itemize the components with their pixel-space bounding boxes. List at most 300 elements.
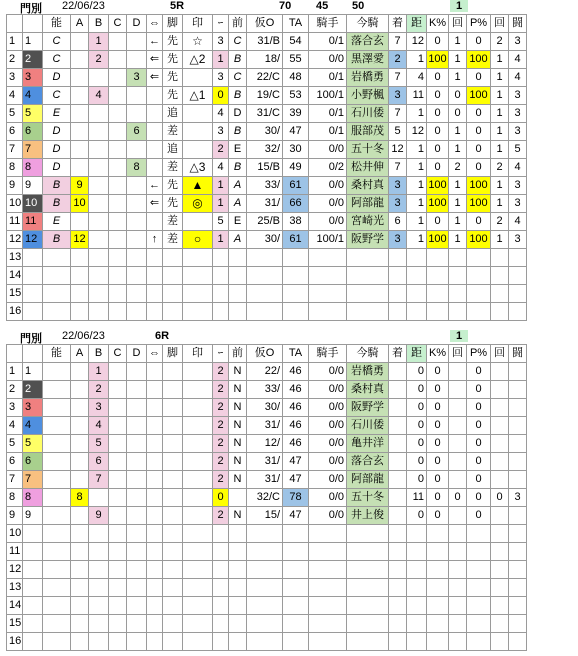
distance: 12 <box>407 33 427 51</box>
p-count <box>491 579 509 597</box>
header-temp-o: 仮O <box>247 345 283 363</box>
finish: 7 <box>389 69 407 87</box>
fight <box>509 543 527 561</box>
row-index: 5 <box>7 105 23 123</box>
p-count <box>491 249 509 267</box>
distance: 1 <box>407 177 427 195</box>
position: A <box>229 195 247 213</box>
col-d <box>127 51 147 69</box>
mark <box>183 285 213 303</box>
finish <box>389 381 407 399</box>
jockey-name: 阿部龍 <box>347 195 389 213</box>
row-index: 10 <box>7 195 23 213</box>
mark <box>183 123 213 141</box>
distance <box>407 525 427 543</box>
col-c <box>109 159 127 177</box>
temp-o <box>247 615 283 633</box>
col-d <box>127 489 147 507</box>
ability-grade: D <box>43 141 71 159</box>
running-style: 追 <box>163 141 183 159</box>
k-percent: 0 <box>427 105 449 123</box>
jockey-record <box>309 561 347 579</box>
ta-value: 46 <box>283 417 309 435</box>
horse-number: 5 <box>23 105 43 123</box>
distance <box>407 543 427 561</box>
rank <box>213 561 229 579</box>
horse-number: 9 <box>23 177 43 195</box>
ta-value: 46 <box>283 435 309 453</box>
direction <box>147 141 163 159</box>
k-count: 1 <box>449 141 467 159</box>
p-count: 1 <box>491 177 509 195</box>
ta-value <box>283 249 309 267</box>
ability-grade: B <box>43 195 71 213</box>
header-col-c: C <box>109 345 127 363</box>
k-percent <box>427 525 449 543</box>
row-index: 13 <box>7 579 23 597</box>
col-b <box>89 159 109 177</box>
header-position: 前 <box>229 345 247 363</box>
fight: 5 <box>509 141 527 159</box>
mark <box>183 633 213 651</box>
rank: 4 <box>213 105 229 123</box>
jockey-name <box>347 525 389 543</box>
k-count <box>449 633 467 651</box>
k-count: 1 <box>449 177 467 195</box>
p-percent: 0 <box>467 69 491 87</box>
col-b <box>89 231 109 249</box>
temp-o: 32/C <box>247 489 283 507</box>
ability-grade <box>43 435 71 453</box>
temp-o <box>247 561 283 579</box>
p-count <box>491 525 509 543</box>
k-percent: 0 <box>427 363 449 381</box>
jockey-record: 0/0 <box>309 399 347 417</box>
mark: △3 <box>183 159 213 177</box>
col-b <box>89 249 109 267</box>
ta-value: 48 <box>283 69 309 87</box>
table-row <box>7 267 527 285</box>
position: B <box>229 87 247 105</box>
mark <box>183 561 213 579</box>
position <box>229 633 247 651</box>
horse-number <box>23 579 43 597</box>
position: A <box>229 231 247 249</box>
header-p-percent: P% <box>467 345 491 363</box>
direction <box>147 633 163 651</box>
running-style: 差 <box>163 159 183 177</box>
col-a <box>71 33 89 51</box>
race-number: 6R <box>155 330 170 342</box>
rank: 2 <box>213 363 229 381</box>
direction <box>147 525 163 543</box>
race-number: 5R <box>170 0 185 12</box>
ability-grade <box>43 381 71 399</box>
position: N <box>229 417 247 435</box>
p-count <box>491 633 509 651</box>
p-count: 0 <box>491 489 509 507</box>
k-percent: 0 <box>427 381 449 399</box>
distance: 1 <box>407 195 427 213</box>
col-b <box>89 69 109 87</box>
rank <box>213 597 229 615</box>
col-a <box>71 633 89 651</box>
k-count: 2 <box>449 159 467 177</box>
ta-value: 47 <box>283 453 309 471</box>
k-count <box>449 381 467 399</box>
direction <box>147 87 163 105</box>
table-row <box>7 363 527 381</box>
table-row <box>7 579 527 597</box>
k-percent <box>427 267 449 285</box>
header-col-d: D <box>127 345 147 363</box>
temp-o <box>247 525 283 543</box>
header-mark: 印 <box>183 345 213 363</box>
jockey-record: 0/0 <box>309 417 347 435</box>
table-row <box>7 561 527 579</box>
fight <box>509 267 527 285</box>
p-count <box>491 285 509 303</box>
col-d <box>127 195 147 213</box>
col-b: 1 <box>89 363 109 381</box>
mark: ☆ <box>183 33 213 51</box>
col-c <box>109 633 127 651</box>
p-percent: 0 <box>467 105 491 123</box>
header-k-percent: K% <box>427 15 449 33</box>
p-percent: 0 <box>467 471 491 489</box>
header-ta-value: TA <box>283 15 309 33</box>
running-style: 差 <box>163 123 183 141</box>
rank <box>213 249 229 267</box>
k-count <box>449 363 467 381</box>
rank: 2 <box>213 471 229 489</box>
jockey-record <box>309 615 347 633</box>
ta-value <box>283 615 309 633</box>
col-c <box>109 597 127 615</box>
col-d <box>127 213 147 231</box>
col-a <box>71 105 89 123</box>
finish <box>389 417 407 435</box>
position: N <box>229 453 247 471</box>
k-count: 1 <box>449 33 467 51</box>
running-style: 先 <box>163 195 183 213</box>
ta-value <box>283 579 309 597</box>
header-temp-o: 仮O <box>247 15 283 33</box>
jockey-name: 岩橋勇 <box>347 363 389 381</box>
ta-value <box>283 285 309 303</box>
col-d <box>127 141 147 159</box>
direction <box>147 159 163 177</box>
fight: 3 <box>509 105 527 123</box>
finish <box>389 363 407 381</box>
horse-number: 10 <box>23 195 43 213</box>
running-style <box>163 597 183 615</box>
rank <box>213 615 229 633</box>
rank: 3 <box>213 123 229 141</box>
fight <box>509 525 527 543</box>
distance <box>407 303 427 321</box>
mark <box>183 141 213 159</box>
jockey-record: 0/0 <box>309 177 347 195</box>
col-b <box>89 525 109 543</box>
p-percent: 0 <box>467 435 491 453</box>
direction: ⇐ <box>147 69 163 87</box>
p-count: 1 <box>491 87 509 105</box>
jockey-name: 松井伸 <box>347 159 389 177</box>
position: D <box>229 105 247 123</box>
p-percent <box>467 249 491 267</box>
mark <box>183 489 213 507</box>
ability-grade <box>43 363 71 381</box>
table-row <box>7 33 527 51</box>
col-d <box>127 381 147 399</box>
table-row <box>7 123 527 141</box>
col-b <box>89 105 109 123</box>
race-date: 22/06/23 <box>62 0 105 12</box>
finish: 7 <box>389 33 407 51</box>
table-row <box>7 177 527 195</box>
fight <box>509 399 527 417</box>
header-k-count: 回 <box>449 345 467 363</box>
k-count <box>449 507 467 525</box>
temp-o: 22/C <box>247 69 283 87</box>
distance: 0 <box>407 435 427 453</box>
direction <box>147 381 163 399</box>
mark <box>183 543 213 561</box>
rank <box>213 543 229 561</box>
col-c <box>109 213 127 231</box>
jockey-record <box>309 525 347 543</box>
direction <box>147 453 163 471</box>
p-count <box>491 303 509 321</box>
running-style: 先 <box>163 177 183 195</box>
k-percent: 0 <box>427 69 449 87</box>
ta-value: 66 <box>283 195 309 213</box>
horse-number: 7 <box>23 471 43 489</box>
running-style: 先 <box>163 69 183 87</box>
mark <box>183 303 213 321</box>
header-p-percent: P% <box>467 15 491 33</box>
finish: 3 <box>389 231 407 249</box>
temp-o: 19/C <box>247 87 283 105</box>
running-style <box>163 285 183 303</box>
k-percent: 0 <box>427 399 449 417</box>
k-count <box>449 579 467 597</box>
header-col-d: D <box>127 15 147 33</box>
row-index: 6 <box>7 123 23 141</box>
fight: 3 <box>509 231 527 249</box>
k-percent <box>427 633 449 651</box>
table-row <box>7 381 527 399</box>
temp-o <box>247 597 283 615</box>
direction <box>147 615 163 633</box>
k-percent: 100 <box>427 195 449 213</box>
k-percent: 0 <box>427 87 449 105</box>
col-b: 3 <box>89 399 109 417</box>
finish <box>389 615 407 633</box>
ability-grade: B <box>43 231 71 249</box>
col-a <box>71 615 89 633</box>
header-distance: 距 <box>407 15 427 33</box>
top-value-b: 45 <box>316 0 329 12</box>
distance: 0 <box>407 381 427 399</box>
jockey-name: 亀井洋 <box>347 435 389 453</box>
row-index: 9 <box>7 507 23 525</box>
finish: 5 <box>389 123 407 141</box>
col-a <box>71 285 89 303</box>
k-percent: 0 <box>427 213 449 231</box>
race-header <box>0 330 578 344</box>
distance <box>407 615 427 633</box>
p-percent: 100 <box>467 231 491 249</box>
p-count: 2 <box>491 159 509 177</box>
top-value-a: 70 <box>279 0 292 12</box>
p-percent: 0 <box>467 159 491 177</box>
row-index: 6 <box>7 453 23 471</box>
col-a: 12 <box>71 231 89 249</box>
p-count: 1 <box>491 141 509 159</box>
ta-value: 55 <box>283 51 309 69</box>
k-percent: 100 <box>427 177 449 195</box>
position <box>229 615 247 633</box>
jockey-name: 五十冬 <box>347 141 389 159</box>
direction: ⇐ <box>147 51 163 69</box>
jockey-record: 0/0 <box>309 213 347 231</box>
running-style <box>163 435 183 453</box>
k-count <box>449 435 467 453</box>
ta-value: 38 <box>283 213 309 231</box>
jockey-name <box>347 597 389 615</box>
distance <box>407 633 427 651</box>
col-c <box>109 417 127 435</box>
col-d <box>127 435 147 453</box>
rank: 3 <box>213 33 229 51</box>
finish <box>389 303 407 321</box>
k-count <box>449 303 467 321</box>
track-label: 門別 <box>20 333 42 345</box>
col-d <box>127 33 147 51</box>
distance: 0 <box>407 363 427 381</box>
header-rank: ｰ <box>213 345 229 363</box>
direction <box>147 489 163 507</box>
col-c <box>109 363 127 381</box>
ta-value: 61 <box>283 231 309 249</box>
table-row <box>7 615 527 633</box>
fight <box>509 303 527 321</box>
rank: 1 <box>213 195 229 213</box>
table-row <box>7 159 527 177</box>
ability-grade <box>43 525 71 543</box>
header-row-index <box>7 15 23 33</box>
running-style <box>163 471 183 489</box>
horse-number: 8 <box>23 159 43 177</box>
direction <box>147 285 163 303</box>
temp-o <box>247 579 283 597</box>
col-d <box>127 363 147 381</box>
column-header-row <box>7 345 527 363</box>
p-percent <box>467 267 491 285</box>
direction <box>147 507 163 525</box>
jockey-name <box>347 615 389 633</box>
p-count: 1 <box>491 123 509 141</box>
finish <box>389 285 407 303</box>
col-d <box>127 507 147 525</box>
col-b <box>89 579 109 597</box>
fight: 4 <box>509 51 527 69</box>
col-a <box>71 141 89 159</box>
table-row <box>7 525 527 543</box>
p-count <box>491 615 509 633</box>
ability-grade <box>43 285 71 303</box>
k-count <box>449 285 467 303</box>
table-row <box>7 543 527 561</box>
col-a <box>71 267 89 285</box>
ability-grade: B <box>43 177 71 195</box>
ta-value: 54 <box>283 33 309 51</box>
rank <box>213 633 229 651</box>
jockey-record: 0/1 <box>309 123 347 141</box>
jockey-record <box>309 267 347 285</box>
col-b: 2 <box>89 381 109 399</box>
horse-number: 4 <box>23 417 43 435</box>
ability-grade <box>43 579 71 597</box>
fight <box>509 285 527 303</box>
table-row <box>7 471 527 489</box>
p-count: 1 <box>491 231 509 249</box>
finish <box>389 489 407 507</box>
col-a <box>71 543 89 561</box>
row-index: 1 <box>7 363 23 381</box>
k-percent: 100 <box>427 51 449 69</box>
row-index: 8 <box>7 159 23 177</box>
rank: 2 <box>213 507 229 525</box>
col-a <box>71 471 89 489</box>
position: A <box>229 177 247 195</box>
row-index: 2 <box>7 381 23 399</box>
running-style <box>163 303 183 321</box>
jockey-name <box>347 267 389 285</box>
finish <box>389 453 407 471</box>
col-c <box>109 399 127 417</box>
distance: 0 <box>407 417 427 435</box>
temp-o: 15/B <box>247 159 283 177</box>
position <box>229 543 247 561</box>
header-rank: ｰ <box>213 15 229 33</box>
rank: 1 <box>213 177 229 195</box>
p-count <box>491 471 509 489</box>
ability-grade: D <box>43 159 71 177</box>
horse-number: 12 <box>23 231 43 249</box>
finish <box>389 561 407 579</box>
ability-grade <box>43 471 71 489</box>
header-p-count: 回 <box>491 15 509 33</box>
top-value-d: 1 <box>450 0 468 12</box>
ta-value <box>283 561 309 579</box>
header-ta-value: TA <box>283 345 309 363</box>
table-row <box>7 507 527 525</box>
row-index: 4 <box>7 87 23 105</box>
jockey-record: 0/0 <box>309 435 347 453</box>
col-a: 10 <box>71 195 89 213</box>
ta-value: 46 <box>283 399 309 417</box>
col-b <box>89 561 109 579</box>
table-row <box>7 195 527 213</box>
header-jockey-record: 騎手 <box>309 345 347 363</box>
header-horse-number <box>23 345 43 363</box>
header-finish: 着 <box>389 15 407 33</box>
row-index: 11 <box>7 543 23 561</box>
p-percent <box>467 633 491 651</box>
